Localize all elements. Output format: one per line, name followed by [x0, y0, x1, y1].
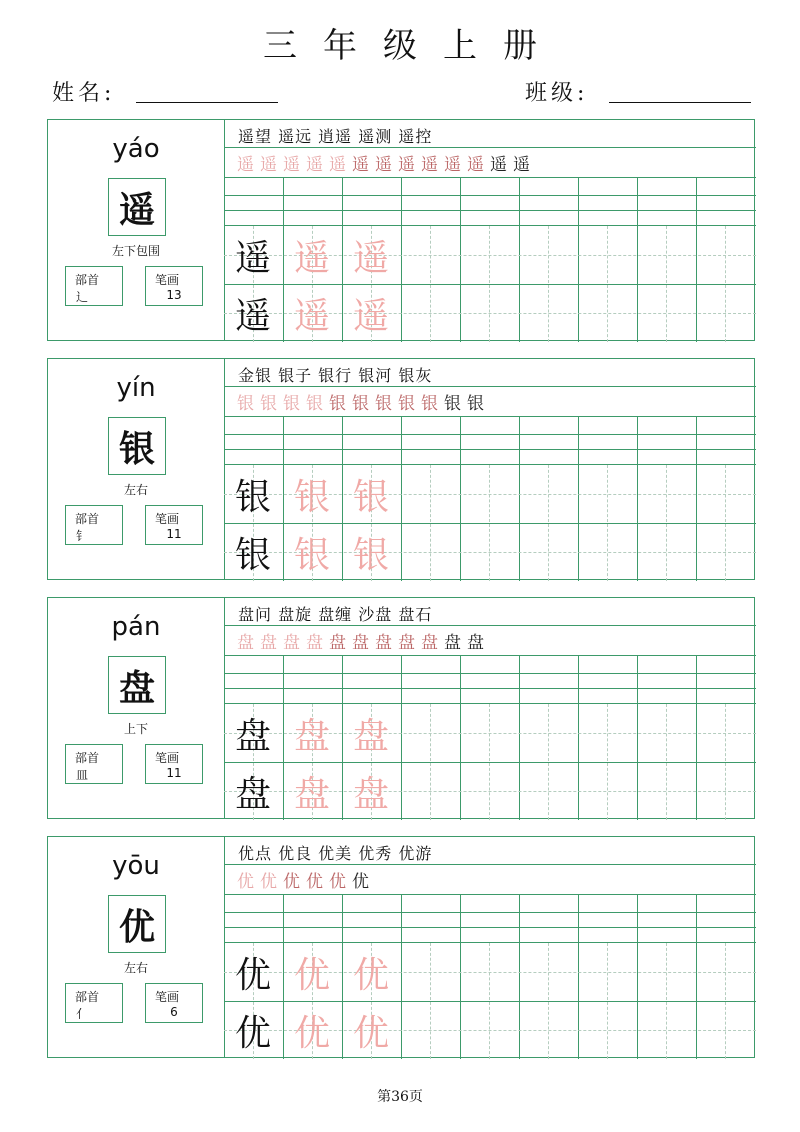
stroke-order	[234, 150, 533, 175]
stroke-count-label: 笔画	[155, 990, 180, 1004]
practice-character: 盘	[234, 715, 271, 757]
grid-line	[696, 895, 697, 1059]
character-info-panel	[48, 837, 225, 1057]
grid-line	[224, 927, 756, 928]
stroke-step: 盘	[352, 633, 369, 653]
stroke-step: 遥	[260, 155, 277, 175]
practice-character: 优	[293, 1012, 330, 1054]
character-card	[47, 597, 755, 819]
guide-line	[725, 465, 726, 581]
grid-line	[224, 195, 756, 196]
stroke-step: 遥	[513, 155, 530, 175]
practice-character: 优	[293, 954, 330, 996]
stroke-count-value: 6	[170, 1005, 178, 1019]
grid-line	[637, 178, 638, 342]
radical-box	[65, 505, 123, 545]
practice-character: 优	[234, 954, 271, 996]
radical-value: 钅	[76, 529, 89, 543]
practice-character: 遥	[234, 237, 271, 279]
writing-area	[224, 837, 756, 1057]
stroke-step: 银	[329, 394, 346, 414]
pinyin: yín	[116, 373, 156, 403]
radical-box	[65, 744, 123, 784]
practice-character: 银	[293, 534, 330, 576]
guide-line	[607, 704, 608, 820]
stroke-step: 优	[237, 872, 254, 892]
stroke-step: 银	[375, 394, 392, 414]
radical-value: 辶	[76, 290, 89, 304]
stroke-count-label: 笔画	[155, 273, 180, 287]
grid-line	[224, 864, 756, 865]
stroke-count-box	[145, 744, 203, 784]
stroke-count-box	[145, 983, 203, 1023]
practice-character: 银	[352, 476, 389, 518]
character-info-panel	[48, 598, 225, 818]
practice-character: 优	[352, 954, 389, 996]
structure-label: 左下包围	[111, 244, 160, 258]
character-info-panel	[48, 359, 225, 579]
stroke-order	[234, 389, 487, 414]
character-box: 遥	[108, 178, 166, 236]
guide-line	[666, 226, 667, 342]
practice-character: 盘	[293, 773, 330, 815]
stroke-step: 遥	[375, 155, 392, 175]
guide-line	[548, 465, 549, 581]
grid-line	[224, 434, 756, 435]
guide-line	[666, 943, 667, 1059]
practice-character: 盘	[352, 715, 389, 757]
radical-label: 部首	[75, 273, 100, 287]
practice-character: 遥	[234, 295, 271, 337]
stroke-step: 遥	[352, 155, 369, 175]
guide-line	[607, 943, 608, 1059]
grid-line	[637, 656, 638, 820]
stroke-order	[234, 867, 372, 892]
grid-line	[401, 895, 402, 1059]
stroke-step: 遥	[421, 155, 438, 175]
character-box: 银	[108, 417, 166, 475]
practice-character: 遥	[352, 237, 389, 279]
guide-line	[430, 465, 431, 581]
stroke-count-box	[145, 266, 203, 306]
grid-line	[578, 656, 579, 820]
grid-line	[224, 894, 756, 895]
guide-line	[430, 943, 431, 1059]
grid-line	[460, 656, 461, 820]
stroke-step: 遥	[283, 155, 300, 175]
grid-line	[519, 417, 520, 581]
grid-line	[578, 417, 579, 581]
grid-line	[519, 656, 520, 820]
character-card	[47, 836, 755, 1058]
guide-line	[725, 226, 726, 342]
radical-value: 亻	[76, 1007, 89, 1021]
stroke-step: 银	[283, 394, 300, 414]
practice-character: 遥	[293, 237, 330, 279]
grid-line	[578, 178, 579, 342]
character-info-panel	[48, 120, 225, 340]
character-card	[47, 358, 755, 580]
stroke-step: 银	[398, 394, 415, 414]
example-words: 遥望 遥远 逍遥 遥测 遥控	[238, 127, 433, 146]
grid-line	[696, 417, 697, 581]
stroke-step: 优	[260, 872, 277, 892]
stroke-step: 银	[467, 394, 484, 414]
character-box: 盘	[108, 656, 166, 714]
stroke-step: 银	[352, 394, 369, 414]
practice-character: 优	[352, 1012, 389, 1054]
practice-character: 银	[352, 534, 389, 576]
grid-line	[224, 177, 756, 178]
practice-character: 银	[234, 476, 271, 518]
stroke-count-value: 13	[166, 288, 182, 302]
guide-line	[548, 226, 549, 342]
practice-character: 遥	[293, 295, 330, 337]
stroke-step: 优	[352, 872, 369, 892]
grid-line	[401, 178, 402, 342]
stroke-step: 银	[421, 394, 438, 414]
stroke-step: 盘	[283, 633, 300, 653]
practice-character: 优	[234, 1012, 271, 1054]
practice-character: 银	[293, 476, 330, 518]
pinyin: yōu	[112, 851, 160, 881]
stroke-step: 遥	[398, 155, 415, 175]
stroke-step: 银	[237, 394, 254, 414]
stroke-step: 优	[306, 872, 323, 892]
grid-line	[519, 895, 520, 1059]
guide-line	[489, 465, 490, 581]
writing-area	[224, 598, 756, 818]
stroke-order	[234, 628, 487, 653]
practice-character: 盘	[293, 715, 330, 757]
radical-label: 部首	[75, 512, 100, 526]
class-label: 班级:	[525, 81, 589, 106]
grid-line	[224, 912, 756, 913]
grid-line	[224, 386, 756, 387]
guide-line	[489, 226, 490, 342]
page-number: 第36页	[377, 1089, 423, 1105]
grid-line	[460, 178, 461, 342]
example-words: 优点 优良 优美 优秀 优游	[238, 844, 433, 863]
structure-label: 左右	[123, 961, 148, 975]
page-title: 三年级上册	[263, 26, 563, 66]
stroke-step: 遥	[329, 155, 346, 175]
radical-box	[65, 983, 123, 1023]
stroke-step: 盘	[306, 633, 323, 653]
grid-line	[637, 417, 638, 581]
guide-line	[548, 943, 549, 1059]
guide-line	[607, 226, 608, 342]
character-box: 优	[108, 895, 166, 953]
stroke-step: 遥	[490, 155, 507, 175]
grid-line	[519, 178, 520, 342]
radical-label: 部首	[75, 751, 100, 765]
grid-line	[224, 449, 756, 450]
stroke-step: 盘	[375, 633, 392, 653]
stroke-step: 遥	[444, 155, 461, 175]
stroke-step: 盘	[421, 633, 438, 653]
stroke-step: 银	[260, 394, 277, 414]
guide-line	[666, 704, 667, 820]
stroke-count-value: 11	[166, 527, 182, 541]
grid-line	[401, 656, 402, 820]
grid-line	[637, 895, 638, 1059]
stroke-step: 遥	[467, 155, 484, 175]
guide-line	[430, 704, 431, 820]
practice-character: 盘	[234, 773, 271, 815]
character-card	[47, 119, 755, 341]
grid-line	[224, 625, 756, 626]
stroke-count-label: 笔画	[155, 512, 180, 526]
writing-area	[224, 120, 756, 340]
grid-line	[578, 895, 579, 1059]
stroke-step: 银	[444, 394, 461, 414]
grid-line	[460, 417, 461, 581]
stroke-count-box	[145, 505, 203, 545]
guide-line	[666, 465, 667, 581]
grid-line	[224, 210, 756, 211]
guide-line	[725, 704, 726, 820]
grid-line	[401, 417, 402, 581]
name-line	[136, 102, 278, 103]
pinyin: pán	[111, 612, 161, 642]
grid-line	[696, 656, 697, 820]
stroke-step: 优	[283, 872, 300, 892]
radical-label: 部首	[75, 990, 100, 1004]
stroke-step: 盘	[467, 633, 484, 653]
practice-character: 盘	[352, 773, 389, 815]
structure-label: 左右	[123, 483, 148, 497]
example-words: 金银 银子 银行 银河 银灰	[238, 366, 433, 385]
grid-line	[696, 178, 697, 342]
example-words: 盘问 盘旋 盘缠 沙盘 盘石	[238, 605, 433, 624]
stroke-step: 遥	[237, 155, 254, 175]
structure-label: 上下	[123, 722, 148, 736]
grid-line	[224, 673, 756, 674]
radical-box	[65, 266, 123, 306]
stroke-step: 盘	[444, 633, 461, 653]
guide-line	[430, 226, 431, 342]
stroke-step: 盘	[398, 633, 415, 653]
guide-line	[725, 943, 726, 1059]
name-label: 姓名:	[52, 81, 116, 106]
guide-line	[489, 943, 490, 1059]
radical-value: 皿	[76, 768, 89, 782]
practice-character: 遥	[352, 295, 389, 337]
guide-line	[607, 465, 608, 581]
grid-line	[224, 688, 756, 689]
stroke-step: 盘	[260, 633, 277, 653]
stroke-count-value: 11	[166, 766, 182, 780]
class-line	[609, 102, 751, 103]
stroke-step: 银	[306, 394, 323, 414]
guide-line	[489, 704, 490, 820]
writing-area	[224, 359, 756, 579]
stroke-count-label: 笔画	[155, 751, 180, 765]
practice-character: 银	[234, 534, 271, 576]
grid-line	[460, 895, 461, 1059]
stroke-step: 盘	[237, 633, 254, 653]
stroke-step: 优	[329, 872, 346, 892]
pinyin: yáo	[112, 134, 160, 164]
stroke-step: 盘	[329, 633, 346, 653]
guide-line	[548, 704, 549, 820]
stroke-step: 遥	[306, 155, 323, 175]
grid-line	[224, 416, 756, 417]
grid-line	[224, 147, 756, 148]
grid-line	[224, 655, 756, 656]
